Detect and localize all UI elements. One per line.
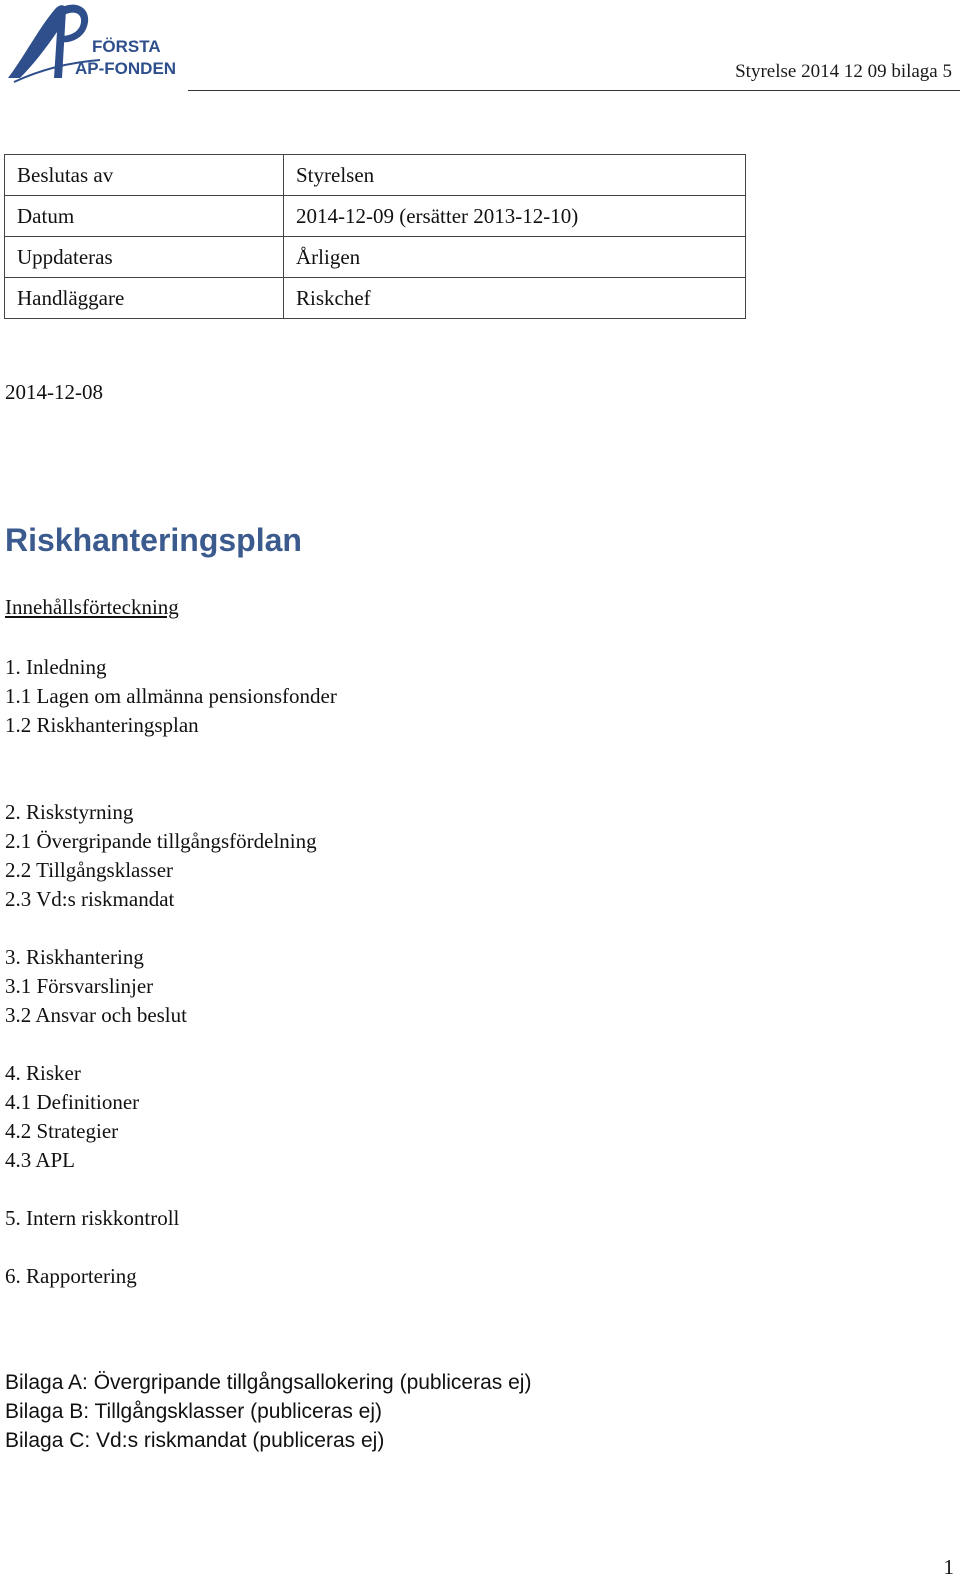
document-date: 2014-12-08 — [5, 380, 103, 404]
ap-fonden-logo-icon — [4, 2, 194, 84]
logo — [4, 2, 194, 84]
table-row — [5, 155, 746, 196]
appendix-item: Bilaga C: Vd:s riskmandat (publiceras ej) — [5, 1429, 385, 1452]
appendix-list — [5, 1368, 531, 1455]
toc-item: 1.2 Riskhanteringsplan — [5, 713, 199, 737]
meta-value: Styrelsen — [284, 155, 746, 196]
toc-item: 3.1 Försvarslinjer — [5, 974, 154, 998]
toc-section — [5, 1204, 337, 1233]
toc-item: 2.1 Övergripande tillgångsfördelning — [5, 829, 317, 853]
toc-item: 3.2 Ansvar och beslut — [5, 1003, 187, 1027]
toc-section — [5, 943, 337, 1030]
toc-item: 1.1 Lagen om allmänna pensionsfonder — [5, 684, 337, 708]
toc-item: 2. Riskstyrning — [5, 800, 134, 824]
header-divider — [188, 90, 960, 91]
toc-item: 4.3 APL — [5, 1148, 76, 1172]
appendix-item: Bilaga B: Tillgångsklasser (publiceras ej) — [5, 1400, 383, 1423]
meta-value: Riskchef — [284, 278, 746, 319]
logo-text-line1: FÖRSTA — [92, 37, 161, 56]
toc-item: 4.2 Strategier — [5, 1119, 119, 1143]
table-row — [5, 278, 746, 319]
toc-section — [5, 1262, 337, 1291]
toc-item: 6. Rapportering — [5, 1264, 137, 1288]
toc-section — [5, 798, 337, 914]
appendix-item: Bilaga A: Övergripande tillgångsallokering (publiceras ej) — [5, 1371, 532, 1394]
meta-label: Handläggare — [5, 278, 284, 319]
toc-item: 2.2 Tillgångsklasser — [5, 858, 174, 882]
toc-heading: Innehållsförteckning — [5, 595, 179, 619]
logo-text-line2: AP-FONDEN — [75, 59, 177, 78]
page-title: Riskhanteringsplan — [5, 522, 302, 558]
meta-value: Årligen — [284, 237, 746, 278]
toc-item: 4. Risker — [5, 1061, 81, 1085]
meta-label: Datum — [5, 196, 284, 237]
toc-section — [5, 653, 337, 740]
toc-item: 4.1 Definitioner — [5, 1090, 140, 1114]
toc-item: 1. Inledning — [5, 655, 107, 679]
table-row — [5, 237, 746, 278]
toc-item: 5. Intern riskkontroll — [5, 1206, 180, 1230]
toc-item: 3. Riskhantering — [5, 945, 144, 969]
meta-label: Beslutas av — [5, 155, 284, 196]
table-row — [5, 196, 746, 237]
header-reference: Styrelse 2014 12 09 bilaga 5 — [735, 61, 952, 82]
meta-value: 2014-12-09 (ersätter 2013-12-10) — [284, 196, 746, 237]
table-of-contents — [5, 653, 337, 1291]
page-number: 1 — [943, 1555, 954, 1579]
toc-section — [5, 1059, 337, 1175]
document-meta-table — [4, 154, 746, 319]
meta-label: Uppdateras — [5, 237, 284, 278]
toc-item: 2.3 Vd:s riskmandat — [5, 887, 175, 911]
